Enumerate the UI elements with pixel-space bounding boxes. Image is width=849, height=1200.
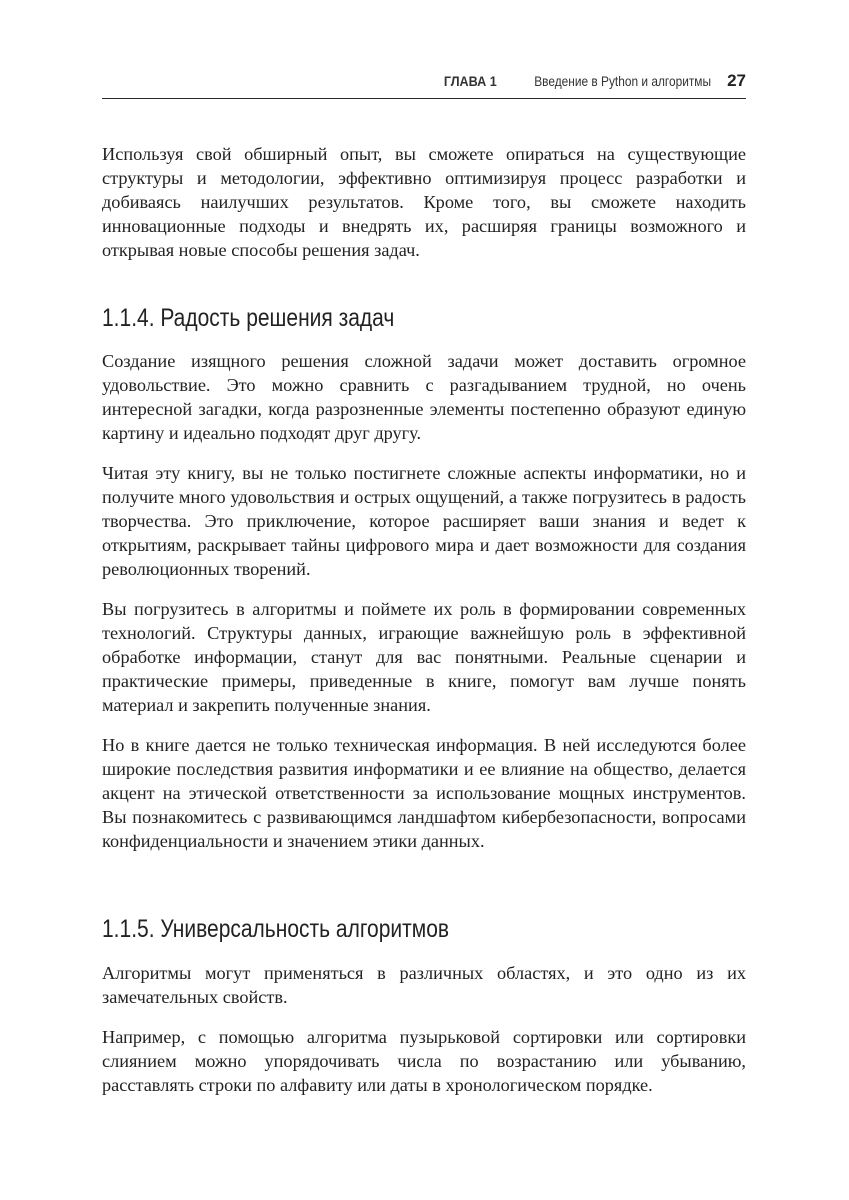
paragraph: Но в книге дается не только техническая информация. В ней исследуются более широкие последствия развития информатики и ее влияние на общество, делается акцент на этической ответственности за использование мощных инструментов. Вы познакомитесь с развивающимся ландшафтом кибербезопасности, вопросами конфиденциальности и значением этики данных.: [102, 735, 746, 851]
section-heading-1-1-4: 1.1.4. Радость решения задач: [102, 304, 395, 332]
section-heading-1-1-5: 1.1.5. Универсальность алгоритмов: [102, 915, 450, 943]
paragraph: Вы погрузитесь в алгоритмы и поймете их роль в формировании современных технологий. Структуры данных, играющие важнейшую роль в эффективной обработке информации, станут для вас понятными. Реальные сценарии и практические примеры, приведенные в книге, помогут вам лучше понять материал и закрепить полученные знания.: [102, 599, 746, 715]
page-number: 27: [727, 71, 746, 90]
chapter-label: ГЛАВА 1: [444, 73, 498, 89]
chapter-title: Введение в Python и алгоритмы: [534, 73, 712, 89]
paragraph: Например, с помощью алгоритма пузырьковой сортировки или сортировки слиянием можно упорядочивать числа по возрастанию или убыванию, расставлять строки по алфавиту или даты в хронологическом порядке.: [102, 1027, 746, 1095]
paragraph: Создание изящного решения сложной задачи может доставить огромное удовольствие. Это можно сравнить с разгадыванием трудной, но очень интересной загадки, когда разрозненные элементы постепенно образуют единую картину и идеально подходят друг другу.: [102, 351, 746, 443]
intro-paragraph: Используя свой обширный опыт, вы сможете опираться на существующие структуры и методологии, эффективно оптимизируя процесс разработки и добиваясь наилучших результатов. Кроме того, вы сможете находить инновационные подходы и внедрять их, расширяя границы возможного и открывая новые способы решения задач.: [102, 144, 746, 260]
running-head: [102, 66, 746, 99]
paragraph: Алгоритмы могут применяться в различных областях, и это одно из их замечательных свойств.: [102, 963, 746, 1007]
paragraph: Читая эту книгу, вы не только постигнете сложные аспекты информатики, но и получите много удовольствия и острых ощущений, а также погрузитесь в радость творчества. Это приключение, которое расширяет ваши знания и ведет к открытиям, раскрывает тайны цифрового мира и дает возможности для создания революционных творений.: [102, 463, 746, 579]
